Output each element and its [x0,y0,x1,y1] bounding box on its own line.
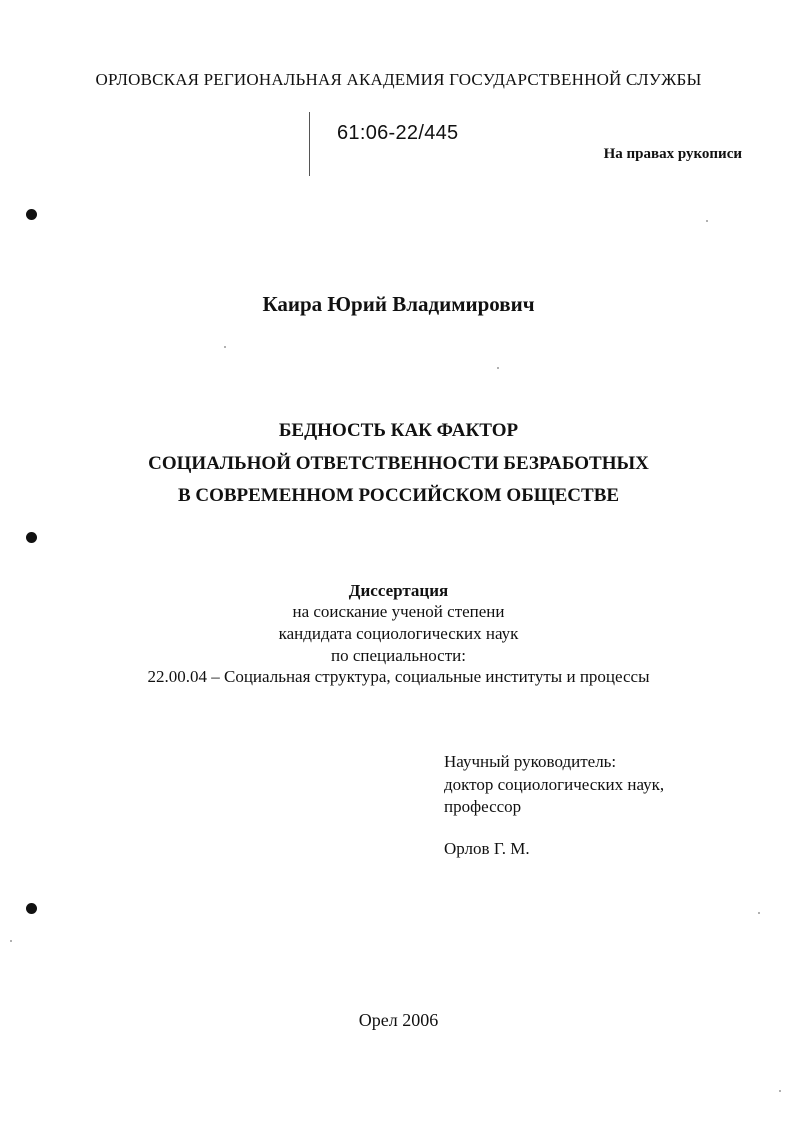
supervisor-label: Научный руководитель: [444,752,617,771]
stamp-divider [309,112,310,176]
dissertation-title-line: СОЦИАЛЬНОЙ ОТВЕТСТВЕННОСТИ БЕЗРАБОТНЫХ [148,453,649,474]
scan-speck [10,940,12,942]
dissertation-title-line: В СОВРЕМЕННОМ РОССИЙСКОМ ОБЩЕСТВЕ [177,485,620,506]
scan-speck [706,220,708,222]
punch-hole-mark [26,532,37,543]
scan-speck [224,346,226,348]
document-type-label: Диссертация [348,581,449,600]
rights-note: На правах рукописи [603,146,742,162]
supervisor-title: профессор [444,797,522,816]
dissertation-title-line: БЕДНОСТЬ КАК ФАКТОР [278,420,519,441]
scan-speck [779,1090,781,1092]
supervisor-degree: доктор социологических наук, [444,775,665,794]
specialty-line: 22.00.04 – Социальная структура, социальные институты и процессы [147,667,650,686]
degree-info-line: кандидата социологических наук [278,624,519,643]
author-name: Каира Юрий Владимирович [262,292,535,316]
punch-hole-mark [26,209,37,220]
degree-info-line: на соискание ученой степени [292,602,505,621]
library-stamp-code: 61:06-22/445 [337,122,459,144]
punch-hole-mark [26,903,37,914]
supervisor-name: Орлов Г. М. [444,839,530,858]
degree-info-line: по специальности: [331,646,466,665]
place-and-year: Орел 2006 [358,1010,439,1030]
scan-speck [497,367,499,369]
institution-name: ОРЛОВСКАЯ РЕГИОНАЛЬНАЯ АКАДЕМИЯ ГОСУДАРСТВЕННОЙ СЛУЖБЫ [95,70,702,89]
scan-speck [758,912,760,914]
